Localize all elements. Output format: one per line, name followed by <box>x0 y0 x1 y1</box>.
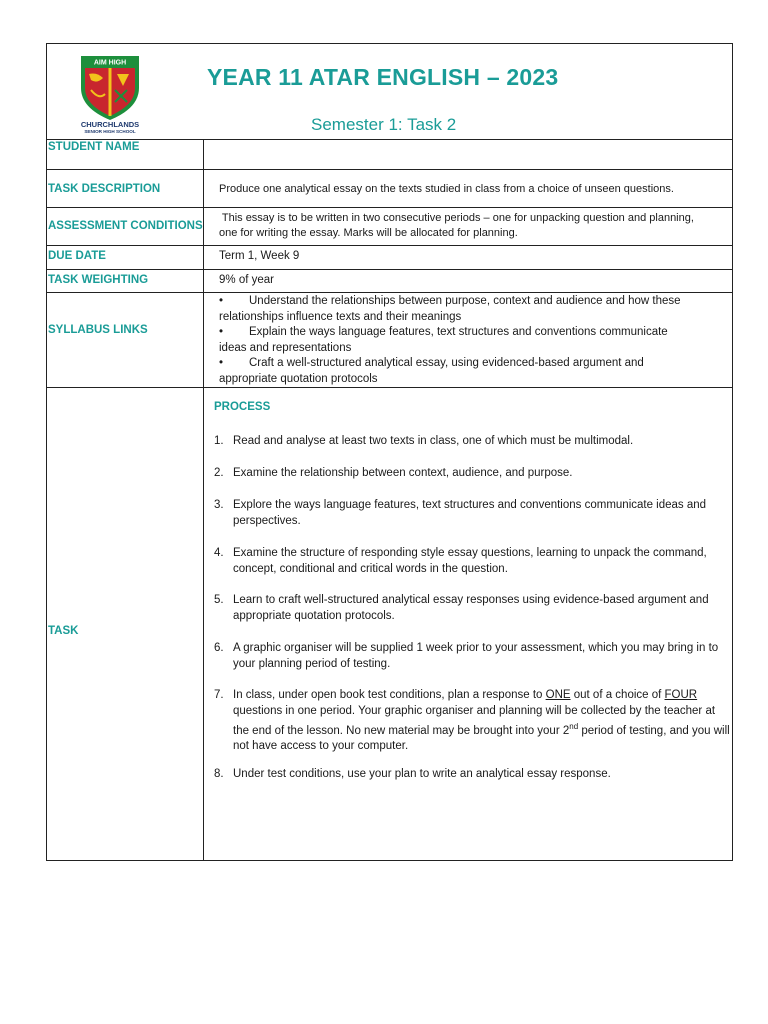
row-assessment-conditions <box>47 207 732 245</box>
bullet-icon: • <box>219 357 224 369</box>
emphasis-four: FOUR <box>664 689 698 701</box>
syllabus-item: • Explain the ways language features, text structures and conventions communicate ideas and representations <box>219 326 668 354</box>
row-syllabus-links <box>47 292 732 387</box>
process-step: 6. A graphic organiser will be supplied 1 week prior to your assessment, which you may bring in to your planning period of testing. <box>214 642 719 670</box>
logo-school-sub: SENIOR HIGH SCHOOL <box>84 129 136 134</box>
process-step: 8. Under test conditions, use your plan to write an analytical essay response. <box>214 768 611 780</box>
process-step: 2. Examine the relationship between context, audience, and purpose. <box>214 467 573 479</box>
label-due-date: DUE DATE <box>48 250 106 262</box>
logo-school-name: CHURCHLANDS <box>80 120 140 129</box>
label-task: TASK <box>48 625 79 637</box>
logo-aim-high: AIM HIGH <box>93 59 127 67</box>
value-assessment-line1: This essay is to be written in two consecutive periods – one for unpacking question and planning, <box>219 212 694 224</box>
process-step: 7. In class, under open book test conditions, plan a response to ONE out of a choice of FOUR questions in one period. Your graphic organiser and planning will be collected by the teacher at the end of the lesson. No new material may be brought into your 2nd period of testing, and you will not have access to your computer. <box>214 689 730 753</box>
row-due-date <box>47 245 732 269</box>
page-subtitle: Semester 1: Task 2 <box>311 115 457 134</box>
label-task-description: TASK DESCRIPTION <box>48 183 161 195</box>
label-assessment-conditions: ASSESSMENT CONDITIONS <box>48 220 203 232</box>
syllabus-item: • Craft a well-structured analytical essay, using evidenced-based argument and appropriate quotation protocols <box>219 357 644 385</box>
process-step: 4. Examine the structure of responding style essay questions, learning to unpack the command, concept, conditional and critical words in the question. <box>214 547 707 575</box>
page-title: YEAR 11 ATAR ENGLISH – 2023 <box>207 64 559 90</box>
syllabus-item: • Understand the relationships between purpose, context and audience and how these relationships influence texts and their meanings <box>219 295 681 323</box>
row-task-weighting <box>47 269 732 292</box>
school-crest-logo <box>77 50 143 134</box>
value-task-description: Produce one analytical essay on the texts studied in class from a choice of unseen questions. <box>219 183 674 195</box>
bullet-icon: • <box>219 295 224 307</box>
value-assessment-line2: one for writing the essay. Marks will be allocated for planning. <box>219 227 518 239</box>
label-student-name: STUDENT NAME <box>48 141 140 153</box>
label-syllabus-links: SYLLABUS LINKS <box>48 324 148 336</box>
bullet-icon: • <box>219 326 224 338</box>
process-step: 3. Explore the ways language features, text structures and conventions communicate ideas and perspectives. <box>214 499 707 527</box>
value-due-date: Term 1, Week 9 <box>219 250 300 262</box>
row-task <box>47 387 732 861</box>
task-sheet <box>46 43 733 861</box>
emphasis-one: ONE <box>545 689 571 701</box>
label-task-weighting: TASK WEIGHTING <box>48 274 149 286</box>
value-task-weighting: 9% of year <box>219 274 274 286</box>
process-step: 5. Learn to craft well-structured analytical essay responses using evidence-based argument and appropriate quotation protocols. <box>214 594 709 622</box>
header <box>47 44 732 139</box>
row-task-description <box>47 169 732 207</box>
row-student-name <box>47 139 732 169</box>
process-heading: PROCESS <box>214 401 271 413</box>
process-step: 1. Read and analyse at least two texts in class, one of which must be multimodal. <box>214 435 634 447</box>
